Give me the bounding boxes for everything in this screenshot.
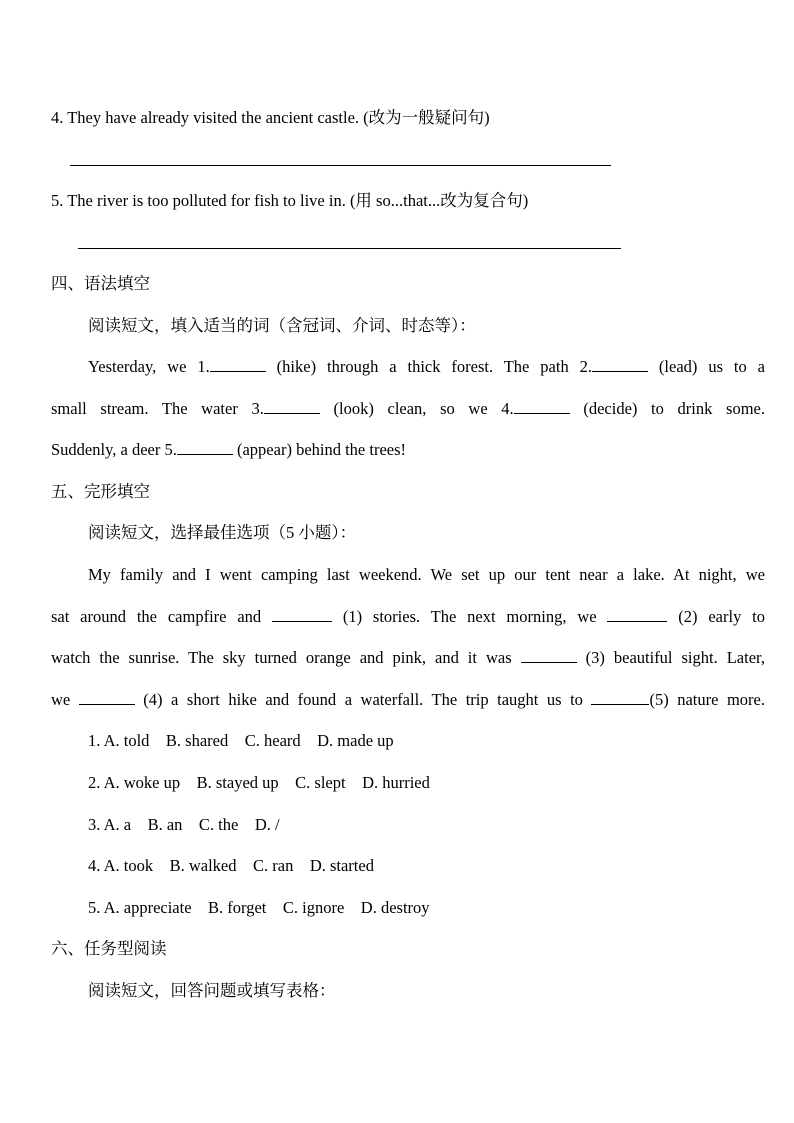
section-5-line-4: we (4) a short hike and found a waterfall. The trip taught us to (5) nature more.	[51, 690, 765, 709]
blank-2[interactable]	[592, 356, 648, 372]
section-4-line-3: Suddenly, a deer 5. (appear) behind the trees!	[51, 440, 407, 459]
cloze-blank-3[interactable]	[521, 647, 577, 663]
blank-5[interactable]	[177, 439, 233, 455]
section-6-instruction: 阅读短文，回答问题或填写表格：	[88, 981, 336, 1000]
answer-line-5[interactable]	[78, 248, 621, 249]
section-5-line-3: watch the sunrise. The sky turned orange and pink, and it was (3) beautiful sight. Later,	[51, 648, 765, 667]
cloze-blank-5[interactable]	[591, 689, 649, 705]
blank-4[interactable]	[514, 398, 570, 414]
option-row-1[interactable]: 1. A. told B. shared C. heard D. made up	[88, 731, 394, 750]
question-4: 4. They have already visited the ancient castle. (改为一般疑问句)	[51, 108, 490, 127]
cloze-blank-2[interactable]	[607, 606, 667, 622]
section-4-line-2: small stream. The water 3. (look) clean, so we 4. (decide) to drink some.	[51, 399, 765, 418]
option-row-2[interactable]: 2. A. woke up B. stayed up C. slept D. hurried	[88, 773, 430, 792]
section-6-heading: 六、任务型阅读	[51, 939, 167, 958]
option-row-3[interactable]: 3. A. a B. an C. the D. /	[88, 815, 280, 834]
section-5-heading: 五、完形填空	[51, 482, 150, 501]
blank-3[interactable]	[264, 398, 320, 414]
section-5-line-1: My family and I went camping last weekend. We set up our tent near a lake. At night, we	[88, 565, 765, 584]
section-5-instruction: 阅读短文，选择最佳选项（5 小题）：	[88, 523, 357, 542]
cloze-blank-1[interactable]	[272, 606, 332, 622]
section-4-line-1: Yesterday, we 1. (hike) through a thick forest. The path 2. (lead) us to a	[88, 357, 765, 376]
option-row-5[interactable]: 5. A. appreciate B. forget C. ignore D. destroy	[88, 898, 430, 917]
cloze-blank-4[interactable]	[79, 689, 135, 705]
section-4-instruction: 阅读短文，填入适当的词（含冠词、介词、时态等）：	[88, 316, 476, 335]
blank-1[interactable]	[210, 356, 266, 372]
section-4-heading: 四、语法填空	[51, 274, 150, 293]
option-row-4[interactable]: 4. A. took B. walked C. ran D. started	[88, 856, 374, 875]
section-5-line-2: sat around the campfire and (1) stories. The next morning, we (2) early to	[51, 607, 765, 626]
answer-line-4[interactable]	[70, 165, 611, 166]
question-5: 5. The river is too polluted for fish to live in. (用 so...that...改为复合句)	[51, 191, 529, 210]
